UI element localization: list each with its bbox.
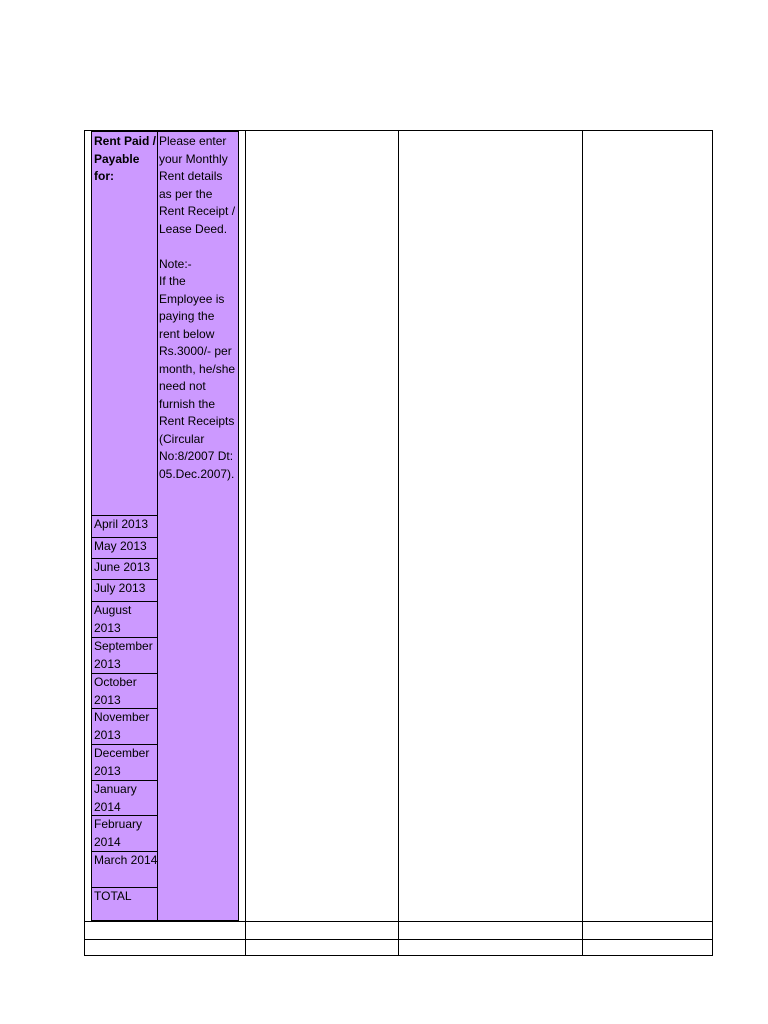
- month-label-column: [92, 132, 158, 920]
- month-cell-march-2014: March 2014: [92, 851, 158, 887]
- month-cell-july-2013: July 2013: [92, 579, 158, 601]
- month-cell-november-2013: November 2013: [92, 708, 158, 744]
- month-cell-august-2013: August 2013: [92, 601, 158, 637]
- month-cell-february-2014: February 2014: [92, 815, 158, 851]
- row-divider: [85, 921, 712, 922]
- rent-details-table: [84, 130, 713, 956]
- month-cell-april-2013: April 2013: [92, 515, 158, 537]
- column-divider: [398, 131, 399, 955]
- month-cell-june-2013: June 2013: [92, 558, 158, 579]
- month-cell-september-2013: September 2013: [92, 637, 158, 673]
- row-divider: [85, 939, 712, 940]
- instruction-column: [158, 132, 238, 920]
- month-cell-october-2013: October 2013: [92, 673, 158, 708]
- rent-paid-header: Rent Paid / Payable for:: [94, 134, 157, 183]
- month-cell-total: TOTAL: [92, 887, 158, 920]
- month-cell-december-2013: December 2013: [92, 744, 158, 780]
- rent-instruction-note: Please enter your Monthly Rent details as per the Rent Receipt / Lease Deed. Note:- If the Employee is paying the rent below Rs.3000/- per month, he/she need not furnish the Rent Receipts (Circular No:8/2007 Dt: 05.Dec.2007).: [159, 134, 236, 481]
- column-divider: [245, 131, 246, 955]
- month-cell-january-2014: January 2014: [92, 780, 158, 815]
- column-divider: [582, 131, 583, 955]
- rent-months-subtable: [91, 131, 239, 921]
- month-cell-may-2013: May 2013: [92, 537, 158, 558]
